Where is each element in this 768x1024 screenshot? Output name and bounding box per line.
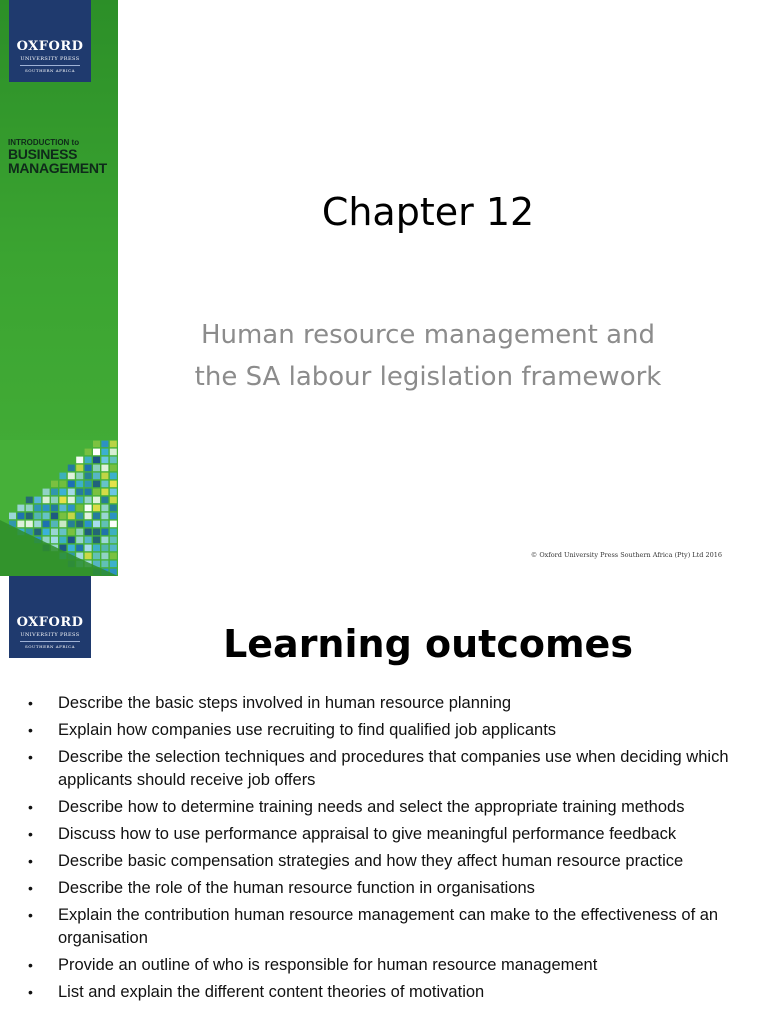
list-item-text: Describe basic compensation strategies and how they affect human resource practice — [58, 852, 684, 870]
logo-sub-text: UNIVERSITY PRESS — [20, 56, 80, 62]
book-title-line2: BUSINESS — [8, 146, 78, 162]
bullet-icon: • — [28, 749, 33, 765]
list-item — [28, 981, 756, 1004]
logo-region-text: SOUTHERN AFRICA — [25, 68, 75, 73]
learning-outcomes-list — [28, 692, 756, 1008]
list-item-text: Discuss how to use performance appraisal to give meaningful performance feedback — [58, 825, 677, 843]
subtitle-line-2: the SA labour legislation framework — [194, 362, 662, 392]
logo-divider — [20, 65, 80, 66]
list-item — [28, 850, 756, 873]
list-item-text: List and explain the different content theories of motivation — [58, 983, 485, 1001]
bullet-icon: • — [28, 907, 33, 923]
list-item — [28, 954, 756, 977]
list-item-text: Describe the basic steps involved in human resource planning — [58, 694, 512, 712]
green-cover-band — [0, 0, 118, 576]
bullet-icon: • — [28, 984, 33, 1000]
logo-main-text: OXFORD — [16, 39, 84, 54]
bullet-icon: • — [28, 722, 33, 738]
subtitle-line-1: Human resource management and — [200, 320, 656, 350]
list-item-text: Describe the selection techniques and procedures that companies use when deciding which applicants should receive job offers — [58, 748, 729, 789]
list-item — [28, 719, 756, 742]
decorative-tile-mosaic — [0, 440, 118, 576]
bullet-icon: • — [28, 853, 33, 869]
list-item — [28, 692, 756, 715]
list-item — [28, 796, 756, 819]
learning-outcomes-slide — [0, 576, 768, 1024]
bullet-icon: • — [28, 799, 33, 815]
list-item-text: Describe how to determine training needs and select the appropriate training methods — [58, 798, 685, 816]
bullet-icon: • — [28, 957, 33, 973]
logo-region-text: SOUTHERN AFRICA — [25, 644, 75, 649]
list-item-text: Describe the role of the human resource function in organisations — [58, 879, 535, 897]
logo-main-text: OXFORD — [16, 615, 84, 630]
list-item — [28, 877, 756, 900]
bullet-icon: • — [28, 880, 33, 896]
list-item-text: Provide an outline of who is responsible for human resource management — [58, 956, 598, 974]
bullet-icon: • — [28, 826, 33, 842]
learning-outcomes-title: Learning outcomes — [223, 622, 633, 666]
bullet-icon: • — [28, 695, 33, 711]
list-item — [28, 746, 756, 792]
list-item — [28, 904, 756, 950]
oxford-logo — [9, 0, 91, 82]
chapter-subtitle — [118, 314, 738, 398]
book-title-line1: INTRODUCTION to — [8, 138, 80, 147]
book-title-line3: MANAGEMENT — [8, 160, 107, 176]
book-title — [8, 138, 116, 175]
list-item — [28, 823, 756, 846]
copyright-notice: © Oxford University Press Southern Africa (Pty) Ltd 2016 — [530, 551, 722, 559]
list-item-text: Explain the contribution human resource management can make to the effectiveness of an organisation — [58, 906, 719, 947]
list-item-text: Explain how companies use recruiting to find qualified job applicants — [58, 721, 557, 739]
chapter-title: Chapter 12 — [321, 190, 535, 234]
logo-sub-text: UNIVERSITY PRESS — [20, 632, 80, 638]
logo-divider — [20, 641, 80, 642]
oxford-logo — [9, 576, 91, 658]
